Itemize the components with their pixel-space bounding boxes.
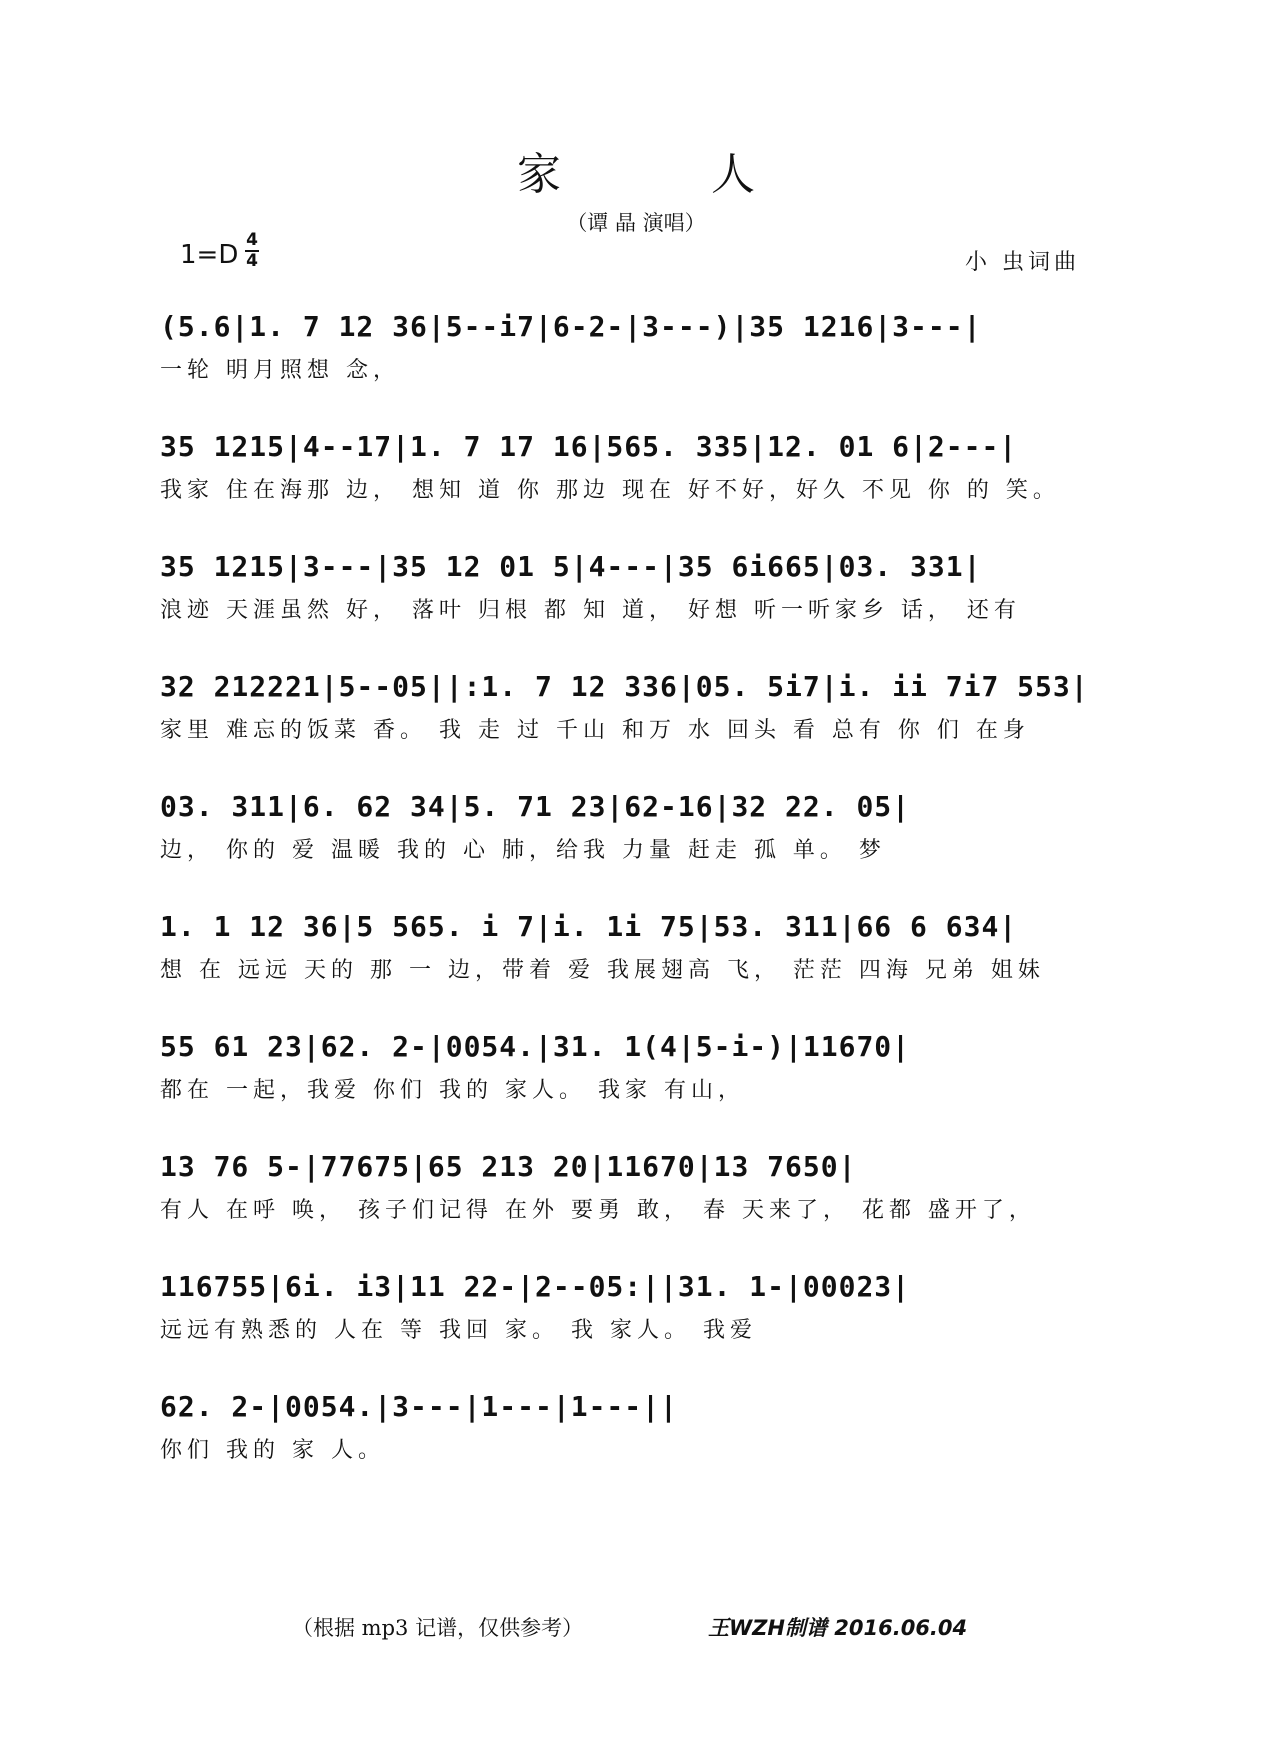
key-signature: 1=D: [180, 240, 239, 270]
lyrics-row: 边， 你的 爱 温暖 我的 心 肺，给我 力量 赶走 孤 单。 梦: [160, 838, 886, 863]
notation-row: 62. 2-|0054.|3---|1---|1---||: [160, 1390, 678, 1423]
song-title: 家人: [517, 149, 905, 200]
notation-row: (5.6|1. 7 12 36|5--i7|6-2-|3---)|35 1216|3---|: [160, 310, 982, 343]
lyrics-row: 远远有熟悉的 人在 等 我回 家。 我 家人。 我爱: [160, 1318, 757, 1343]
lyrics-row: 浪迹 天涯虽然 好， 落叶 归根 都 知 道， 好想 听一听家乡 话， 还有: [160, 598, 1021, 623]
time-signature-bottom: 4: [246, 251, 258, 271]
lyrics-row: 你们 我的 家 人。: [160, 1438, 385, 1463]
time-signature: [245, 232, 259, 270]
song-subtitle: （谭 晶 演唱）: [566, 211, 706, 235]
source-note: （根据 mp3 记谱，仅供参考）: [292, 1616, 584, 1640]
notation-row: 03. 311|6. 62 34|5. 71 23|62-16|32 22. 05|: [160, 790, 911, 823]
score-line: [160, 1260, 1120, 1348]
notation-row: 1. 1 12 36|5 565. i 7|i. 1i 75|53. 311|66 6 634|: [160, 910, 1018, 943]
composer-credit: 小 虫词曲: [965, 250, 1080, 275]
score-line: [160, 1140, 1120, 1228]
notation-row: 35 1215|3---|35 12 01 5|4---|35 6i665|03. 331|: [160, 550, 982, 583]
score-line: [160, 1020, 1120, 1108]
lyrics-row: 都在 一起，我爱 你们 我的 家人。 我家 有山，: [160, 1078, 745, 1103]
score-line: [160, 660, 1120, 748]
notation-row: 35 1215|4--17|1. 7 17 16|565. 335|12. 01 6|2---|: [160, 430, 1018, 463]
score-line: [160, 540, 1120, 628]
score-line: [160, 420, 1120, 508]
notation-row: 13 76 5-|77675|65 213 20|11670|13 7650|: [160, 1150, 857, 1183]
score-line: [160, 780, 1120, 868]
notation-row: 116755|6i. i3|11 22-|2--05:||31. 1-|00023|: [160, 1270, 911, 1303]
lyrics-row: 家里 难忘的饭菜 香。 我 走 过 千山 和万 水 回头 看 总有 你 们 在身: [160, 718, 1030, 743]
time-signature-top: 4: [246, 230, 258, 250]
arranger-credit: 王WZH制谱 2016.06.04: [708, 1616, 968, 1640]
score-line: [160, 900, 1120, 988]
lyrics-row: 想 在 远远 天的 那 一 边，带着 爱 我展翅高 飞， 茫茫 四海 兄弟 姐妹: [160, 958, 1045, 983]
notation-row: 32 212221|5--05||:1. 7 12 336|05. 5i7|i. ii 7i7 553|: [160, 670, 1089, 703]
score-line: [160, 300, 1120, 388]
notation-row: 55 61 23|62. 2-|0054.|31. 1(4|5-i-)|11670|: [160, 1030, 911, 1063]
lyrics-row: 一轮 明月照想 念，: [160, 358, 400, 383]
score-line: [160, 1380, 1120, 1468]
lyrics-row: 我家 住在海那 边， 想知 道 你 那边 现在 好不好，好久 不见 你 的 笑。: [160, 478, 1060, 503]
lyrics-row: 有人 在呼 唤， 孩子们记得 在外 要勇 敢， 春 天来了， 花都 盛开了，: [160, 1198, 1036, 1223]
